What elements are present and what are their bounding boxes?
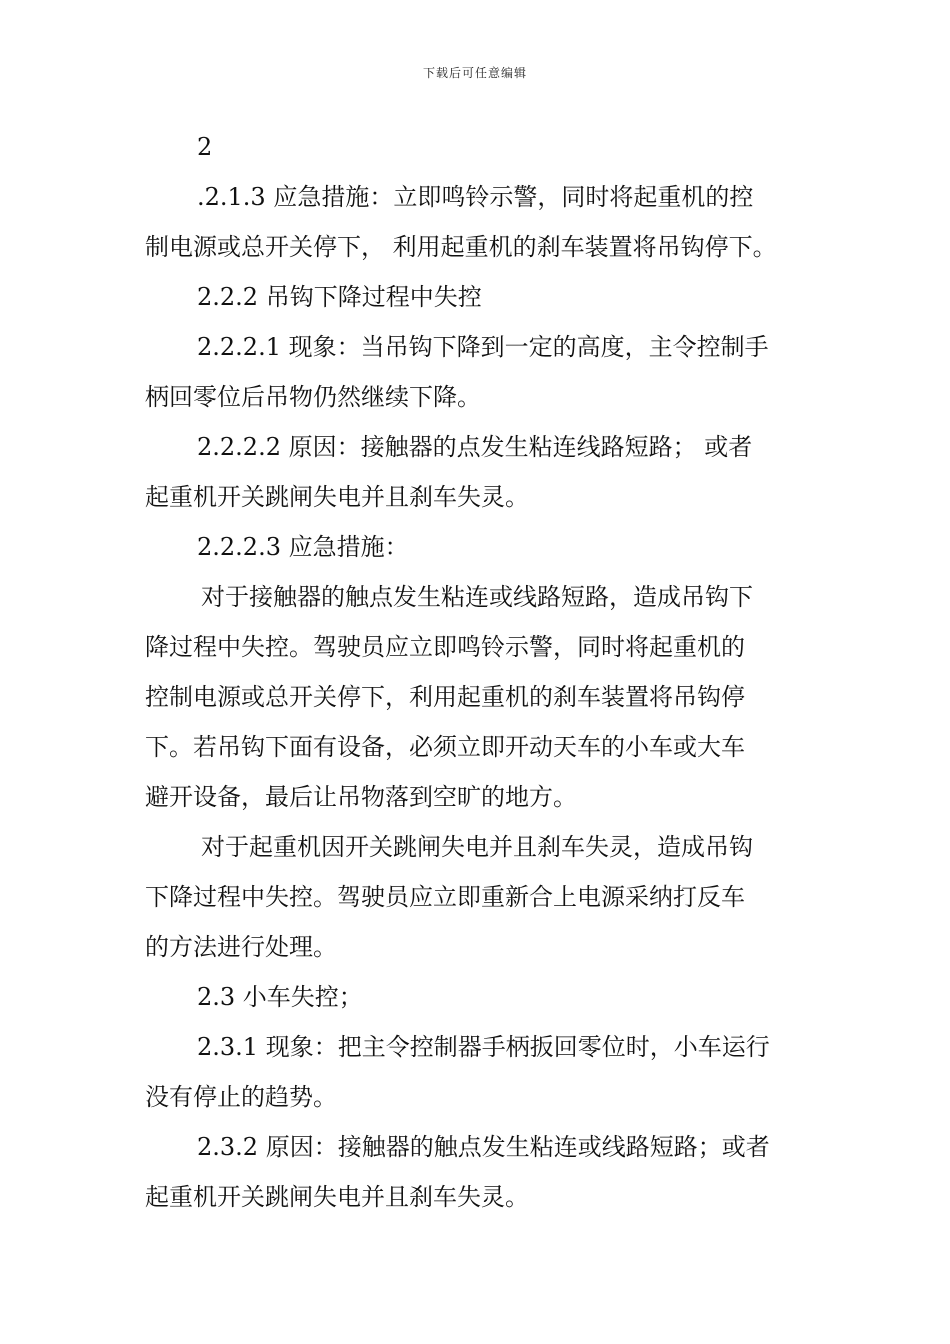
- text-line: 对于接触器的触点发生粘连或线路短路，造成吊钩下: [201, 583, 753, 611]
- text-line: 对于起重机因开关跳闸失电并且刹车失灵，造成吊钩: [201, 833, 753, 861]
- text-line: 起重机开关跳闸失电并且刹车失灵。: [145, 483, 529, 511]
- text-line: 下。若吊钩下面有设备，必须立即开动天车的小车或大车: [145, 733, 745, 761]
- text-line: 起重机开关跳闸失电并且刹车失灵。: [145, 1183, 529, 1211]
- text-line: 柄回零位后吊物仍然继续下降。: [145, 383, 481, 411]
- text-line: 避开设备，最后让吊物落到空旷的地方。: [145, 783, 577, 811]
- text-line: 控制电源或总开关停下，利用起重机的刹车装置将吊钩停: [145, 683, 745, 711]
- text-line: 的方法进行处理。: [145, 933, 337, 961]
- text-line: 下降过程中失控。驾驶员应立即重新合上电源采纳打反车: [145, 883, 745, 911]
- text-line: 2.2.2.3 应急措施：: [197, 533, 409, 561]
- text-line: 2.3.2 原因：接触器的触点发生粘连或线路短路；或者: [197, 1133, 770, 1161]
- text-line: .2.1.3 应急措施：立即鸣铃示警，同时将起重机的控: [197, 183, 754, 211]
- document-body: [145, 122, 810, 1222]
- text-line: 制电源或总开关停下， 利用起重机的刹车装置将吊钩停下。: [145, 233, 777, 261]
- page-header: 下载后可任意编辑: [422, 66, 527, 80]
- text-line: 2.2.2 吊钩下降过程中失控: [197, 283, 482, 311]
- text-line: 降过程中失控。驾驶员应立即鸣铃示警，同时将起重机的: [145, 633, 745, 661]
- text-line: 没有停止的趋势。: [145, 1083, 337, 1111]
- text-line: 2.2.2.2 原因：接触器的点发生粘连线路短路； 或者: [197, 433, 753, 461]
- text-line: 2: [197, 133, 213, 161]
- text-line: 2.3.1 现象：把主令控制器手柄扳回零位时，小车运行: [197, 1033, 770, 1061]
- text-line: 2.2.2.1 现象：当吊钩下降到一定的高度，主令控制手: [197, 333, 769, 361]
- text-line: 2.3 小车失控；: [197, 983, 363, 1011]
